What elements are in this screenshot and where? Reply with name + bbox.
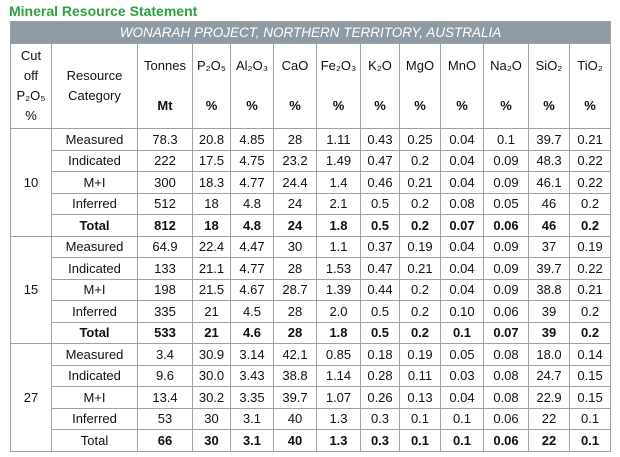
value-cell: 3.1: [231, 408, 274, 430]
value-cell: 0.06: [484, 301, 529, 323]
resource-category-cell: M+I: [52, 387, 138, 409]
value-cell: 20.8: [193, 129, 231, 151]
value-cell: 222: [138, 150, 193, 172]
table-row: [11, 193, 611, 215]
value-cell: 2.0: [317, 301, 361, 323]
column-header: [441, 44, 484, 129]
value-cell: 21.5: [193, 279, 231, 301]
total-row: [11, 215, 611, 237]
column-header-unit: %: [289, 98, 301, 113]
value-cell: 0.2: [570, 322, 611, 344]
column-header: [484, 44, 529, 129]
resource-category-cell: Indicated: [52, 258, 138, 280]
value-cell: 0.21: [570, 279, 611, 301]
value-cell: 0.5: [361, 322, 400, 344]
value-cell: 18.0: [529, 344, 570, 366]
column-header-unit: %: [414, 98, 426, 113]
value-cell: 0.08: [484, 365, 529, 387]
value-cell: 39.7: [529, 258, 570, 280]
value-cell: 28: [274, 129, 317, 151]
value-cell: 4.8: [231, 193, 274, 215]
value-cell: 0.15: [570, 365, 611, 387]
column-header-name: Na₂O: [490, 58, 522, 73]
value-cell: 39: [529, 301, 570, 323]
value-cell: 66: [138, 430, 193, 452]
value-cell: 0.19: [400, 236, 441, 258]
table-row: [11, 258, 611, 280]
value-cell: 0.19: [400, 344, 441, 366]
cutoff-value: 27: [11, 344, 52, 452]
value-cell: 1.3: [317, 430, 361, 452]
column-header-name: CaO: [281, 58, 309, 73]
value-cell: 0.2: [570, 301, 611, 323]
value-cell: 46: [529, 193, 570, 215]
value-cell: 0.21: [400, 172, 441, 194]
value-cell: 37: [529, 236, 570, 258]
value-cell: 30: [274, 236, 317, 258]
value-cell: 0.03: [441, 365, 484, 387]
table-row: [11, 150, 611, 172]
value-cell: 24: [274, 215, 317, 237]
column-header-name: Fe₂O₃: [320, 58, 357, 73]
value-cell: 0.2: [570, 215, 611, 237]
value-cell: 0.1: [400, 430, 441, 452]
resource-category-cell: Indicated: [52, 365, 138, 387]
value-cell: 4.47: [231, 236, 274, 258]
value-cell: 0.2: [400, 215, 441, 237]
value-cell: 30.0: [193, 365, 231, 387]
value-cell: 0.85: [317, 344, 361, 366]
cutoff-header-line: Cut: [20, 48, 42, 63]
value-cell: 0.21: [400, 258, 441, 280]
value-cell: 40: [274, 408, 317, 430]
value-cell: 0.1: [570, 408, 611, 430]
cutoff-header-line: %: [25, 108, 37, 123]
value-cell: 28.7: [274, 279, 317, 301]
column-header-name: Tonnes: [144, 58, 186, 73]
value-cell: 0.07: [484, 322, 529, 344]
value-cell: 1.14: [317, 365, 361, 387]
value-cell: 0.07: [441, 215, 484, 237]
value-cell: 0.05: [441, 344, 484, 366]
value-cell: 0.46: [361, 172, 400, 194]
column-header: [400, 44, 441, 129]
value-cell: 39.7: [529, 129, 570, 151]
column-header-name: MgO: [405, 58, 435, 73]
value-cell: 0.28: [361, 365, 400, 387]
value-cell: 0.09: [484, 150, 529, 172]
value-cell: 30.2: [193, 387, 231, 409]
column-header-name: MnO: [447, 58, 477, 73]
column-header: [317, 44, 361, 129]
column-header: [193, 44, 231, 129]
value-cell: 23.2: [274, 150, 317, 172]
value-cell: 64.9: [138, 236, 193, 258]
value-cell: 0.47: [361, 258, 400, 280]
value-cell: 22: [529, 430, 570, 452]
value-cell: 4.77: [231, 258, 274, 280]
value-cell: 18: [193, 193, 231, 215]
value-cell: 0.1: [441, 322, 484, 344]
table-row: [11, 236, 611, 258]
value-cell: 24: [274, 193, 317, 215]
value-cell: 0.22: [570, 258, 611, 280]
cutoff-header-line: off: [23, 68, 39, 83]
value-cell: 0.3: [361, 408, 400, 430]
value-cell: 0.26: [361, 387, 400, 409]
total-row: [11, 430, 611, 452]
value-cell: 0.5: [361, 215, 400, 237]
value-cell: 24.4: [274, 172, 317, 194]
column-header-unit: %: [456, 98, 468, 113]
value-cell: 0.1: [441, 430, 484, 452]
value-cell: 0.19: [570, 236, 611, 258]
column-header: [274, 44, 317, 129]
mineral-resource-table: [10, 21, 611, 452]
value-cell: 0.1: [441, 408, 484, 430]
value-cell: 3.4: [138, 344, 193, 366]
value-cell: 39: [529, 322, 570, 344]
value-cell: 0.09: [484, 279, 529, 301]
column-header: [361, 44, 400, 129]
value-cell: 2.1: [317, 193, 361, 215]
value-cell: 21: [193, 322, 231, 344]
value-cell: 4.85: [231, 129, 274, 151]
value-cell: 21: [193, 301, 231, 323]
value-cell: 30: [193, 408, 231, 430]
value-cell: 4.75: [231, 150, 274, 172]
value-cell: 1.49: [317, 150, 361, 172]
value-cell: 0.5: [361, 301, 400, 323]
value-cell: 300: [138, 172, 193, 194]
value-cell: 1.4: [317, 172, 361, 194]
value-cell: 0.2: [400, 322, 441, 344]
value-cell: 0.09: [484, 258, 529, 280]
value-cell: 40: [274, 430, 317, 452]
value-cell: 0.2: [570, 193, 611, 215]
resource-category-cell: Inferred: [52, 301, 138, 323]
value-cell: 28: [274, 301, 317, 323]
value-cell: 0.3: [361, 430, 400, 452]
value-cell: 30.9: [193, 344, 231, 366]
value-cell: 3.43: [231, 365, 274, 387]
section-heading: Mineral Resource Statement: [9, 3, 198, 19]
table-row: [11, 301, 611, 323]
column-header-name: TiO₂: [577, 58, 603, 73]
value-cell: 0.05: [484, 193, 529, 215]
column-header: [231, 44, 274, 129]
value-cell: 4.77: [231, 172, 274, 194]
value-cell: 0.04: [441, 129, 484, 151]
resource-category-cell: Total: [52, 322, 138, 344]
cutoff-header: [11, 44, 52, 129]
value-cell: 3.35: [231, 387, 274, 409]
value-cell: 0.1: [400, 408, 441, 430]
table-row: [11, 408, 611, 430]
value-cell: 1.11: [317, 129, 361, 151]
table-body: [11, 129, 611, 452]
value-cell: 0.06: [484, 430, 529, 452]
value-cell: 4.5: [231, 301, 274, 323]
column-header-unit: %: [543, 98, 555, 113]
value-cell: 0.2: [400, 279, 441, 301]
resource-category-cell: Measured: [52, 129, 138, 151]
value-cell: 0.10: [441, 301, 484, 323]
resource-category-header-line: Category: [68, 88, 121, 103]
value-cell: 46: [529, 215, 570, 237]
value-cell: 0.2: [400, 301, 441, 323]
column-header-name: P₂O₅: [196, 58, 227, 73]
value-cell: 38.8: [529, 279, 570, 301]
value-cell: 28: [274, 258, 317, 280]
value-cell: 4.6: [231, 322, 274, 344]
value-cell: 28: [274, 322, 317, 344]
value-cell: 133: [138, 258, 193, 280]
value-cell: 53: [138, 408, 193, 430]
value-cell: 0.1: [570, 430, 611, 452]
table-row: [11, 387, 611, 409]
value-cell: 0.15: [570, 387, 611, 409]
resource-category-cell: M+I: [52, 172, 138, 194]
column-header-unit: %: [205, 98, 218, 113]
column-header-unit: %: [246, 98, 258, 113]
value-cell: 3.1: [231, 430, 274, 452]
value-cell: 0.08: [441, 193, 484, 215]
column-header-name: K₂O: [368, 58, 392, 73]
value-cell: 39.7: [274, 387, 317, 409]
column-header-unit: %: [584, 98, 596, 113]
table-row: [11, 129, 611, 151]
value-cell: 21.1: [193, 258, 231, 280]
cutoff-value: 10: [11, 129, 52, 237]
column-header-unit: %: [500, 98, 512, 113]
value-cell: 0.04: [441, 387, 484, 409]
value-cell: 38.8: [274, 365, 317, 387]
column-header: [529, 44, 570, 129]
value-cell: 0.47: [361, 150, 400, 172]
value-cell: 0.09: [484, 172, 529, 194]
resource-category-cell: Inferred: [52, 193, 138, 215]
value-cell: 1.3: [317, 408, 361, 430]
value-cell: 1.8: [317, 322, 361, 344]
value-cell: 24.7: [529, 365, 570, 387]
value-cell: 1.07: [317, 387, 361, 409]
value-cell: 0.18: [361, 344, 400, 366]
total-row: [11, 322, 611, 344]
value-cell: 0.37: [361, 236, 400, 258]
value-cell: 335: [138, 301, 193, 323]
table-title: WONARAH PROJECT, NORTHERN TERRITORY, AUSTRALIA: [11, 22, 611, 44]
value-cell: 1.39: [317, 279, 361, 301]
table-header-row: [11, 44, 611, 129]
value-cell: 9.6: [138, 365, 193, 387]
cutoff-header-line: P₂O₅: [16, 88, 46, 103]
value-cell: 0.04: [441, 279, 484, 301]
value-cell: 0.04: [441, 150, 484, 172]
value-cell: 512: [138, 193, 193, 215]
value-cell: 17.5: [193, 150, 231, 172]
value-cell: 198: [138, 279, 193, 301]
table-row: [11, 172, 611, 194]
resource-category-cell: Total: [52, 430, 138, 452]
resource-category-cell: M+I: [52, 279, 138, 301]
value-cell: 0.04: [441, 258, 484, 280]
value-cell: 0.09: [484, 236, 529, 258]
value-cell: 18.3: [193, 172, 231, 194]
table-row: [11, 365, 611, 387]
value-cell: 0.06: [484, 215, 529, 237]
column-header-unit: %: [374, 98, 386, 113]
column-header-unit: %: [332, 98, 345, 113]
value-cell: 0.04: [441, 172, 484, 194]
value-cell: 22.4: [193, 236, 231, 258]
value-cell: 812: [138, 215, 193, 237]
value-cell: 0.06: [484, 408, 529, 430]
resource-category-header-line: Resource: [66, 68, 123, 83]
value-cell: 13.4: [138, 387, 193, 409]
value-cell: 3.14: [231, 344, 274, 366]
value-cell: 1.53: [317, 258, 361, 280]
column-header-name: Al₂O₃: [235, 58, 268, 73]
table-row: [11, 344, 611, 366]
value-cell: 30: [193, 430, 231, 452]
value-cell: 0.08: [484, 387, 529, 409]
value-cell: 0.13: [400, 387, 441, 409]
value-cell: 533: [138, 322, 193, 344]
value-cell: 0.08: [484, 344, 529, 366]
resource-category-cell: Measured: [52, 344, 138, 366]
value-cell: 0.14: [570, 344, 611, 366]
value-cell: 0.21: [570, 129, 611, 151]
value-cell: 0.25: [400, 129, 441, 151]
resource-category-cell: Measured: [52, 236, 138, 258]
value-cell: 18: [193, 215, 231, 237]
resource-category-header: [52, 44, 138, 129]
column-header: [570, 44, 611, 129]
column-header-unit: Mt: [157, 98, 173, 113]
value-cell: 0.44: [361, 279, 400, 301]
cutoff-value: 15: [11, 236, 52, 344]
value-cell: 0.04: [441, 236, 484, 258]
value-cell: 0.2: [400, 193, 441, 215]
column-header: [138, 44, 193, 129]
value-cell: 0.2: [400, 150, 441, 172]
value-cell: 46.1: [529, 172, 570, 194]
resource-category-cell: Inferred: [52, 408, 138, 430]
value-cell: 0.5: [361, 193, 400, 215]
value-cell: 1.8: [317, 215, 361, 237]
value-cell: 0.11: [400, 365, 441, 387]
value-cell: 0.22: [570, 172, 611, 194]
value-cell: 1.1: [317, 236, 361, 258]
value-cell: 42.1: [274, 344, 317, 366]
column-header-name: SiO₂: [535, 58, 563, 73]
resource-category-cell: Total: [52, 215, 138, 237]
value-cell: 4.67: [231, 279, 274, 301]
resource-category-cell: Indicated: [52, 150, 138, 172]
value-cell: 22: [529, 408, 570, 430]
value-cell: 78.3: [138, 129, 193, 151]
value-cell: 0.22: [570, 150, 611, 172]
value-cell: 48.3: [529, 150, 570, 172]
value-cell: 4.8: [231, 215, 274, 237]
value-cell: 22.9: [529, 387, 570, 409]
table-row: [11, 279, 611, 301]
value-cell: 0.1: [484, 129, 529, 151]
value-cell: 0.43: [361, 129, 400, 151]
